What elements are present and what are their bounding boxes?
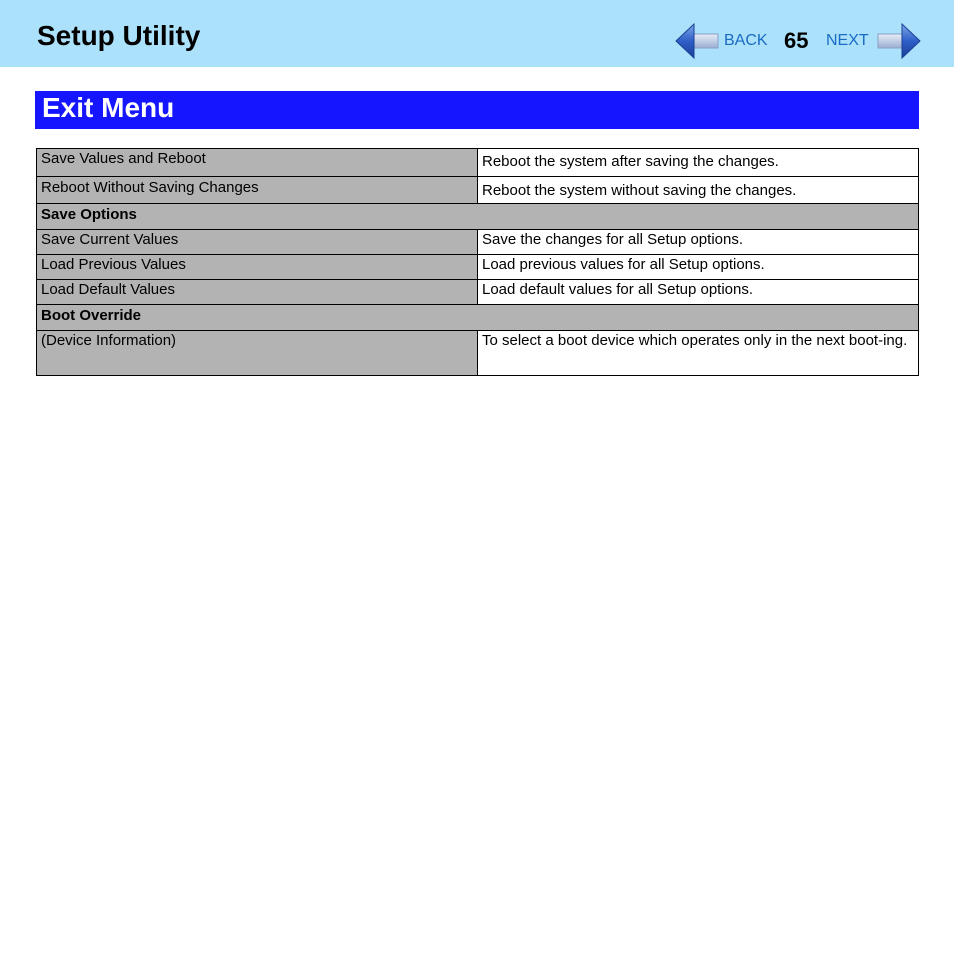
table-group-row (37, 305, 919, 331)
page-navigation (674, 22, 924, 62)
menu-item-description: To select a boot device which operates only in the next boot-ing. (478, 331, 919, 376)
page-header (0, 0, 954, 67)
group-heading: Boot Override (37, 305, 919, 331)
menu-item-key: Reboot Without Saving Changes (37, 177, 478, 204)
back-arrow-icon[interactable] (674, 22, 720, 62)
table-row (37, 331, 919, 376)
table-row (37, 149, 919, 177)
menu-item-key: Load Default Values (37, 280, 478, 305)
section-heading-bar (35, 91, 919, 129)
table-group-row (37, 204, 919, 230)
menu-item-description: Save the changes for all Setup options. (478, 230, 919, 255)
table-row (37, 230, 919, 255)
menu-item-description: Reboot the system without saving the changes. (478, 177, 919, 204)
menu-item-key: (Device Information) (37, 331, 478, 376)
exit-menu-table (36, 148, 919, 376)
next-link[interactable]: NEXT (826, 32, 869, 49)
menu-item-key: Save Current Values (37, 230, 478, 255)
table-row (37, 255, 919, 280)
section-title: Exit Menu (42, 92, 175, 123)
next-arrow-icon[interactable] (876, 22, 922, 62)
menu-item-description: Load default values for all Setup options. (478, 280, 919, 305)
group-heading: Save Options (37, 204, 919, 230)
menu-item-description: Reboot the system after saving the changes. (478, 149, 919, 177)
back-link[interactable]: BACK (724, 32, 768, 49)
menu-item-key: Save Values and Reboot (37, 149, 478, 177)
page-number: 65 (784, 28, 809, 53)
menu-item-description: Load previous values for all Setup options. (478, 255, 919, 280)
table-row (37, 280, 919, 305)
page-title: Setup Utility (37, 20, 201, 51)
table-row (37, 177, 919, 204)
menu-item-key: Load Previous Values (37, 255, 478, 280)
